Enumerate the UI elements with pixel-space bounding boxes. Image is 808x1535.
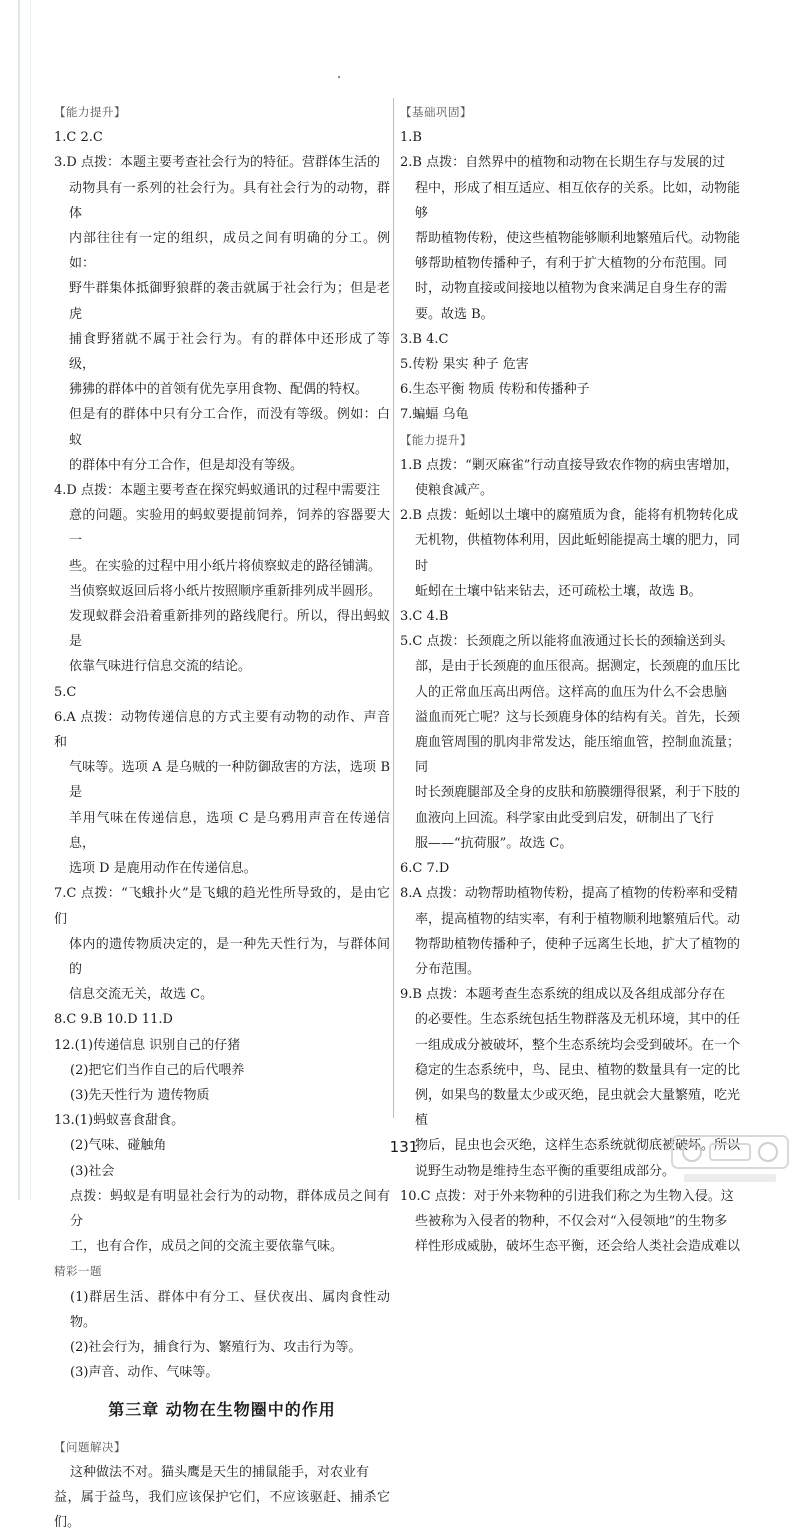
answer-line: 程中，形成了相互适应、相互依存的关系。比如，动物能够 [415, 180, 741, 221]
answer-line: 说野生动物是维持生态平衡的重要组成部分。 [415, 1163, 676, 1179]
problem-line: 益，属于益鸟，我们应该保护它们，不应该驱赶、捕杀它们。 [54, 1489, 390, 1531]
answer-line: 3.D 点拨：本题主要考查社会行为的特征。营群体生活的 [54, 155, 380, 171]
answer-line: 一组成成分被破坏，整个生态系统均会受到破坏。在一个 [415, 1037, 741, 1053]
answer-line: 点拨：蚂蚁是有明显社会行为的动物，群体成员之间有分 [70, 1188, 390, 1229]
answer-line: (2)气味、碰触角 [70, 1138, 167, 1154]
answer-line: 1.C 2.C [54, 130, 103, 146]
column-divider [393, 98, 394, 1118]
answer-line: 1.B 点拨：“剿灭麻雀”行动直接导致农作物的病虫害增加， [400, 457, 739, 473]
answer-line: 要。故选 B。 [415, 306, 494, 322]
answer-line: 13.(1)蚂蚁喜食甜食。 [54, 1113, 185, 1129]
binding-edge-line-secondary [30, 0, 31, 1200]
highlight-line: (2)社会行为，捕食行为、繁殖行为、攻击行为等。 [70, 1339, 362, 1355]
answer-line: 鹿血管周围的肌肉非常发达，能压缩血管，控制血流量；同 [415, 735, 741, 776]
answer-line: 率，提高植物的结实率，有利于植物顺利地繁殖后代。动 [415, 911, 741, 927]
binding-edge-line [18, 0, 20, 1200]
answer-line: 物后，昆虫也会灭绝，这样生态系统就彻底被破坏。所以 [415, 1138, 741, 1154]
section-tag-problem: 【问题解决】 [54, 1439, 126, 1454]
answer-line: 2.B 点拨：自然界中的植物和动物在长期生存与发展的过 [400, 155, 726, 171]
answer-line: 6.A 点拨：动物传递信息的方式主要有动物的动作、声音和 [54, 709, 390, 751]
answer-line: (3)社会 [70, 1163, 115, 1179]
answer-line: 服——“抗荷服”。故选 C。 [415, 835, 573, 851]
answer-line: 时，动物直接或间接地以植物为食来满足自身生存的需 [415, 281, 728, 297]
answer-line: 12.(1)传递信息 识别自己的仔猪 [54, 1037, 241, 1053]
chapter-title: 第三章 动物在生物圈中的作用 [108, 1400, 336, 1420]
left-column [54, 100, 390, 1535]
answer-line: 当侦察蚁返回后将小纸片按照顺序重新排列成半圆形。 [69, 583, 382, 599]
answer-line: 些。在实验的过程中用小纸片将侦察蚁走的路径铺满。 [69, 558, 382, 574]
section-tag-ability: 【能力提升】 [54, 105, 126, 119]
highlight-line: (1)群居生活、群体中有分工、昼伏夜出、属肉食性动物。 [70, 1289, 390, 1330]
answer-line: 时长颈鹿腿部及全身的皮肤和筋膜绷得很紧，利于下肢的 [415, 785, 741, 801]
answer-line: 5.传粉 果实 种子 危害 [400, 357, 529, 373]
watermark-logo [670, 1132, 790, 1186]
answer-line: 血液向上回流。科学家由此受到启发，研制出了飞行 [415, 810, 715, 826]
answer-line: 使粮食减产。 [415, 483, 494, 499]
highlight-line: (3)声音、动作、气味等。 [70, 1365, 219, 1381]
answer-line: 发现蚁群会沿着重新排列的路线爬行。所以，得出蚂蚁是 [69, 609, 390, 650]
answer-line: 物帮助植物传播种子，使种子远离生长地，扩大了植物的 [415, 936, 741, 952]
answer-line: 稳定的生态系统中，鸟、昆虫、植物的数量具有一定的比 [415, 1062, 741, 1078]
section-tag-basic: 【基础巩固】 [400, 105, 472, 119]
answer-line: 帮助植物传粉，使这些植物能够顺利地繁殖后代。动物能 [415, 231, 741, 247]
problem-line: 这种做法不对。猫头鹰是天生的捕鼠能手，对农业有 [70, 1464, 370, 1480]
answer-line: 7.蝙蝠 乌龟 [400, 407, 469, 423]
answer-line: 内部往往有一定的组织，成员之间有明确的分工。例如： [69, 231, 390, 272]
answer-line: 但是有的群体中只有分工合作，而没有等级。例如：白蚁 [69, 407, 390, 448]
right-column [400, 100, 740, 1259]
answer-line: 体内的遗传物质决定的，是一种先天性行为，与群体间的 [69, 936, 390, 977]
answer-line: 5.C 点拨：长颈鹿之所以能将血液通过长长的颈输送到头 [400, 634, 726, 650]
answer-line: 人的正常血压高出两倍。这样高的血压为什么不会患脑 [415, 684, 728, 700]
answer-line: 捕食野猪就不属于社会行为。有的群体中还形成了等级， [69, 331, 390, 373]
answer-line: 狒狒的群体中的首领有优先享用食物、配偶的特权。 [69, 382, 369, 398]
answer-line: 例，如果鸟的数量太少或灭绝，昆虫就会大量繁殖，吃光植 [415, 1087, 741, 1129]
answer-line: 依靠气味进行信息交流的结论。 [69, 659, 252, 675]
answer-line: 羊用气味在传递信息，选项 C 是乌鸦用声音在传递信息， [69, 810, 390, 851]
answer-line: 5.C [54, 684, 77, 700]
answer-line: 工，也有合作，成员之间的交流主要依靠气味。 [70, 1239, 344, 1255]
answer-line: (3)先天性行为 遗传物质 [70, 1087, 210, 1103]
answer-line: 野牛群集体抵御野狼群的袭击就属于社会行为；但是老虎 [69, 281, 390, 322]
speck [338, 76, 340, 78]
answer-line: 无机物，供植物体利用，因此蚯蚓能提高土壤的肥力，同时 [415, 533, 741, 574]
answer-line: 4.D 点拨：本题主要考查在探究蚂蚁通讯的过程中需要注 [54, 483, 380, 499]
section-tag-highlight: 精彩一题 [54, 1264, 102, 1279]
answer-line: 样性形成威胁，破坏生态平衡，还会给人类社会造成难以 [415, 1239, 741, 1255]
answer-line: 些被称为入侵者的物种，不仅会对“入侵领地”的生物多 [415, 1213, 728, 1229]
answer-line: 够帮助植物传播种子，有利于扩大植物的分布范围。同 [415, 256, 728, 272]
answer-line: 1.B [400, 130, 422, 146]
answer-line: 8.C 9.B 10.D 11.D [54, 1012, 173, 1028]
answer-line: 溢血而死亡呢？这与长颈鹿身体的结构有关。首先，长颈 [415, 709, 741, 725]
answer-line: (2)把它们当作自己的后代喂养 [70, 1062, 245, 1078]
answer-line: 意的问题。实验用的蚂蚁要提前饲养，饲养的容器要大一 [69, 508, 390, 549]
answer-line: 的群体中有分工合作，但是却没有等级。 [69, 457, 304, 473]
answer-line: 分布范围。 [415, 961, 481, 977]
answer-line: 2.B 点拨：蚯蚓以土壤中的腐殖质为食，能将有机物转化成 [400, 508, 739, 524]
answer-line: 气味等。选项 A 是乌贼的一种防御敌害的方法，选项 B 是 [69, 760, 390, 801]
answer-line: 选项 D 是鹿用动作在传递信息。 [69, 861, 257, 877]
section-tag-ability: 【能力提升】 [400, 432, 472, 447]
answer-line: 10.C 点拨：对于外来物种的引进我们称之为生物入侵。这 [400, 1188, 734, 1204]
answer-line: 动物具有一系列的社会行为。具有社会行为的动物，群体 [69, 180, 390, 221]
answer-line: 蚯蚓在土壤中钻来钻去，还可疏松土壤，故选 B。 [415, 583, 702, 599]
answer-line: 9.B 点拨：本题考查生态系统的组成以及各组成部分存在 [400, 987, 726, 1003]
answer-line: 信息交流无关，故选 C。 [69, 987, 214, 1003]
answer-line: 3.B 4.C [400, 331, 449, 347]
answer-line: 6.生态平衡 物质 传粉和传播种子 [400, 382, 590, 398]
page-number: 131 [389, 1138, 419, 1156]
answer-line: 6.C 7.D [400, 861, 450, 877]
answer-line: 8.A 点拨：动物帮助植物传粉，提高了植物的传粉率和受精 [400, 886, 738, 902]
answer-line: 3.C 4.B [400, 609, 449, 625]
answer-line: 部，是由于长颈鹿的血压很高。据测定，长颈鹿的血压比 [415, 659, 741, 675]
answer-line: 的必要性。生态系统包括生物群落及无机环境，其中的任 [415, 1012, 741, 1028]
answer-line: 7.C 点拨：“飞蛾扑火”是飞蛾的趋光性所导致的，是由它们 [54, 886, 390, 927]
